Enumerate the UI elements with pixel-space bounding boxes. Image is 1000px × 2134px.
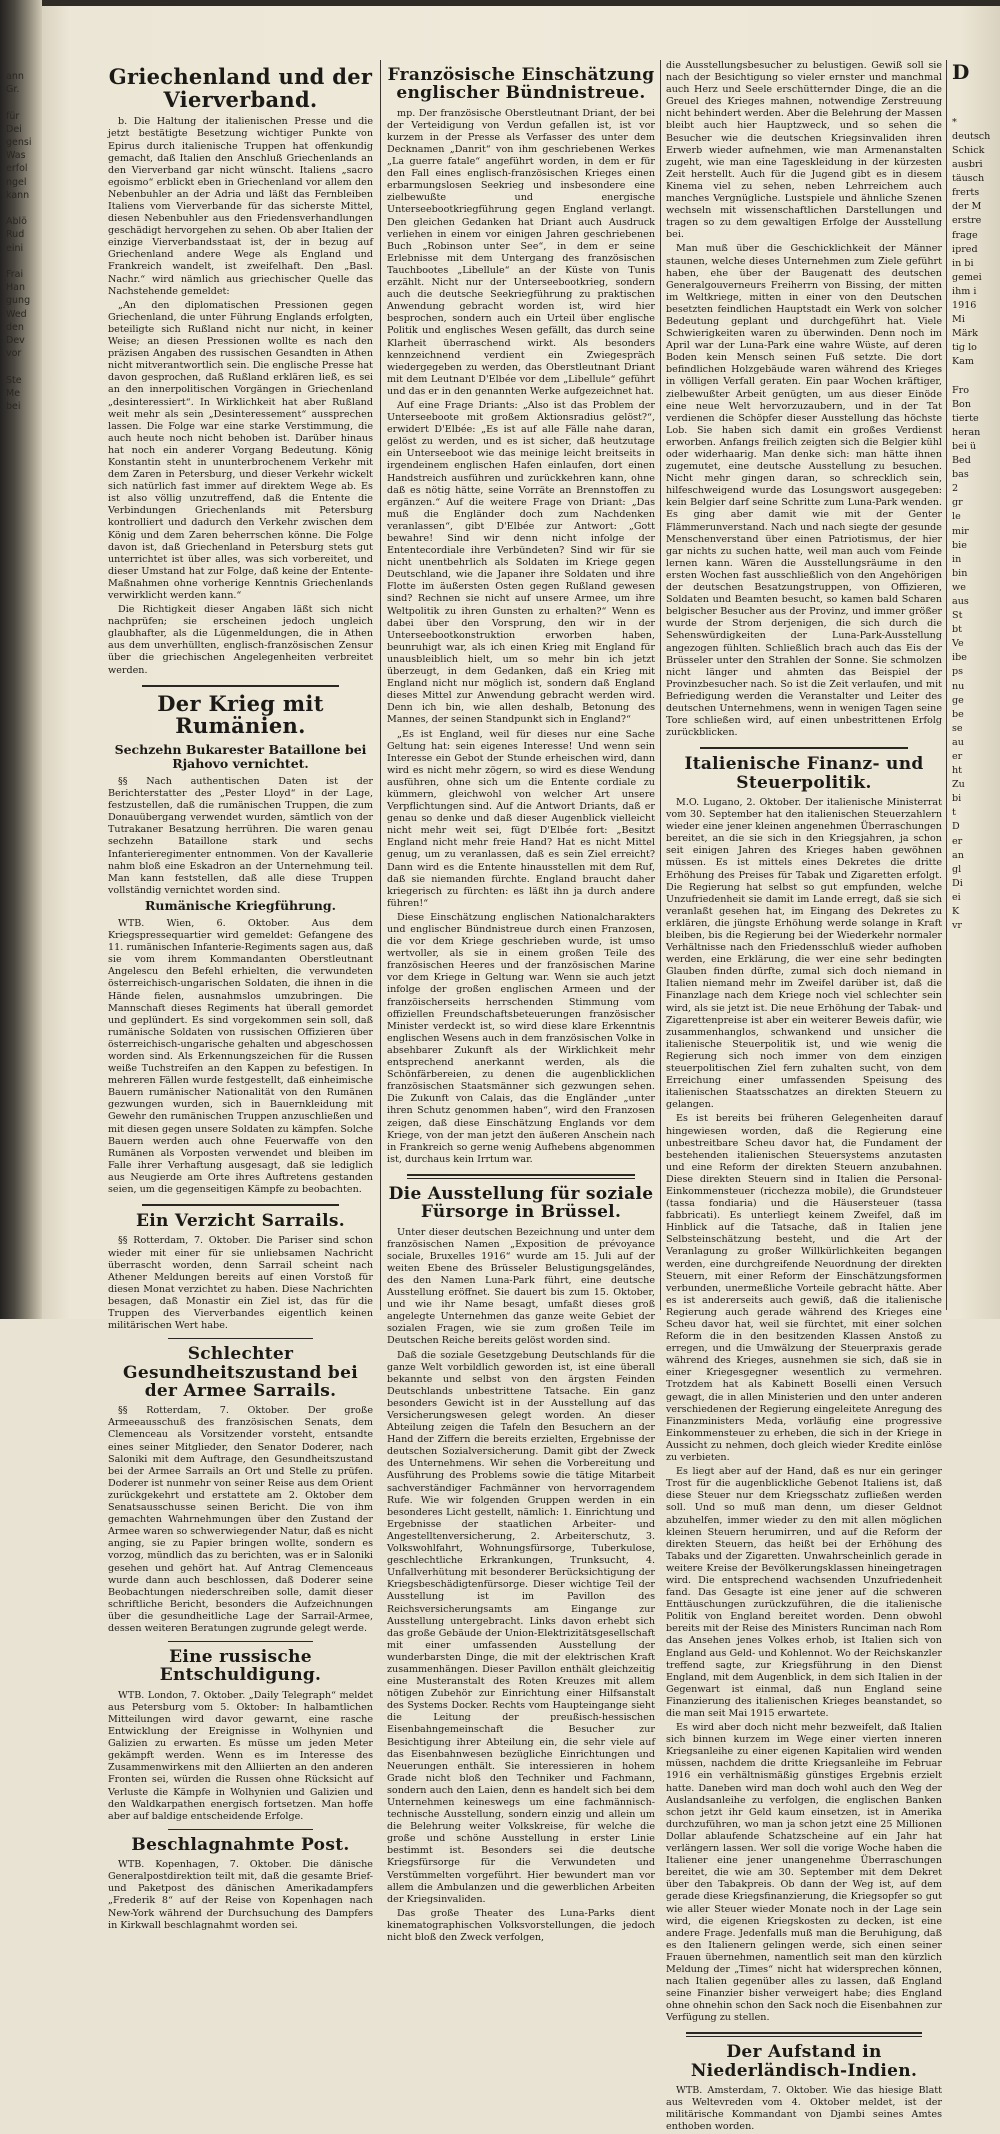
article-paragraph: Unter dieser deutschen Bezeichnung und unter dem französischen Namen „Exposition de prévoyance sociale, Bruxelles 1916“ wurde am 15. Juli auf der weiten Ebene des Brüsseler Belustigungsgeländes, des den Namen Luna-Park führt, eine deutsche Ausstellung eröffnet. Sie dauert bis zum 15. Oktober, und wie ihr Name besagt, umfaßt dieses groß angelegte Unternehmen das ganze weite Gebiet der sozialen Fragen, wie sie zum großen Teile im Deutschen Reiche bereits gelöst worden sind. — [387, 1226, 655, 1347]
left-page-stub — [6, 70, 40, 413]
article-separator — [142, 685, 339, 687]
article-paragraph: §§ Rotterdam, 7. Oktober. Der große Armeeausschuß des französischen Senats, dem Clemenceau als Vorsitzender vorsteht, entsandte eines seiner Mitglieder, den Senator Doderer, nach Saloniki mit dem Auftrage, den Gesundheitszustand bei der Armee Sarrails an Ort und Stelle zu prüfen. Doderer ist nunmehr von seiner Reise aus dem Orient zurückgekehrt und erstattete am 2. Oktober dem Senatsausschusse seinen Bericht. Die von ihm gemachten Wahrnehmungen über den Zustand der Armee waren so schwerwiegender Natur, daß es nicht anging, sie zu Papier bringen wollte, sondern es vorzog, mündlich das zu berichten, was er in Saloniki gesehen und gehört hat. Auf Antrag Clemenceaus wurde dann auch beschlossen, daß Doderer seine Beobachtungen niederschreiben solle, damit dieser schriftliche Bericht, besonders die Aufzeichnungen über die gesundheitliche Lage der Sarrail-Armee, dessen weiteren Beratungen zugrunde gelegt werde. — [108, 1405, 373, 1634]
cropped-line: täusch — [952, 173, 985, 185]
stub-line — [6, 96, 40, 109]
headline-rumaenien: Der Krieg mit Rumänien. — [157, 690, 324, 739]
cropped-line: bin — [952, 567, 968, 579]
subheadline: Rumänische Kriegführung. — [145, 897, 336, 913]
cropped-line: ei — [952, 891, 961, 903]
cropped-line: frerts — [952, 187, 980, 199]
cropped-line: aus — [952, 595, 969, 607]
subheadline: Sechzehn Bukarester Bataillone bei Rjahovo vernichtet. — [114, 742, 367, 771]
article-paragraph: „An den diplomatischen Pressionen gegen Griechenland, die unter Führung Englands erfolgten, beteiligte sich Rußland nicht nur nicht, in keiner Weise; an diesen Pressionen wollte es nach den präzisen Angaben des russischen Gesandten in Athen nicht mitverantwortlich sein. Die englische Presse hat davon gesprochen, daß Rußland erklären ließ, es sei an den innerpolitischen Vorgängen in Griechenland „desinteressiert“. In Wirklichkeit hat aber Rußland weit mehr als sein „Desinteressement“ aussprechen lassen. Die Folge war eine starke Verstimmung, die auch heute noch nicht behoben ist. Darüber hinaus hat noch ein anderer Vorgang Bedeutung. König Konstantin steht in ununterbrochenem Verkehr mit dem Zaren in Petersburg, und dieser Verkehr wickelt sich natürlich fast immer auf direktem Wege ab. Es ist also völlig unzutreffend, daß die Entente die Verbindungen Griechenlands mit Petersburg kontrolliert und dadurch den Verkehr zwischen dem König und dem Zaren beherrschen könne. Die Folge davon ist, daß Griechenland in Petersburg stets gut unterrichtet ist über alles, was sich vorbereitet, und dieser Umstand hat zur Folge, daß keine der Entente-Maßnahmen ohne vorherige Kenntnis Griechenlands verwirklicht werden kann.“ — [108, 299, 373, 601]
article-paragraph: M.O. Lugano, 2. Oktober. Der italienische Ministerrat vom 30. September hat den italienischen Steuerzahlern wieder eine jener kleinen angenehmen Überraschungen bereitet, an die sie sich in den Kriegsjahren, ja schon seit einigen Jahren des Krieges haben gewöhnen müssen. Es ist mittels eines Dekretes die dritte Erhöhung des Preises für Tabak und Zigaretten erfolgt. Die Regierung hat selbst so gut empfunden, welche Unzufriedenheit sie damit im Lande erregt, daß sie sich veranlaßt gesehen hat, im Eingang des Dekretes zu erklären, die jüngste Erhöhung werde solange in Kraft bleiben, bis die Regierung bei der Wiederkehr normaler Verhältnisse nach den Friedensschluß wieder aufhoben werden, eine Erklärung, die wer eine sehr bedingten Glauben finden dürfte, zumal sich doch niemand in Italien niemand mehr im Zweifel darüber ist, daß die Finanzlage nach dem Kriege noch viel schlechter sein wird, als sie jetzt ist. Die neue Erhöhung der Tabak- und Zigarettenpreise ist aber ein weiterer Beweis dafür, wie zusammenhanglos, schwankend und unsicher die italienische Steuerpolitik ist, und wie wenig die Regierung sich noch immer von dem einzigen steuerpolitischen Ziel fern zuhalten sucht, von dem Erreichung einer umfassenden Speisung des italienischen Staatsschatzes an direkten Steuern zu gelangen. — [666, 796, 942, 1111]
cropped-line: 1916 — [952, 300, 977, 311]
article-separator — [168, 1829, 313, 1830]
cropped-line: 2 — [952, 483, 959, 495]
cropped-line: ge — [952, 694, 964, 706]
stub-line: Dei — [6, 123, 22, 135]
article-paragraph: Es ist bereits bei früheren Gelegenheiten darauf hingewiesen worden, daß die Regierung eine unbestreitbare Scheu davor hat, die Fundament der bestehenden italienischen Steuersystems anzutasten und eine Reform der direkten Steuern anzubahnen. Diese direkten Steuern sind in Italien die Personal-Einkommensteuer (ricchezza mobile), die Grundsteuer (tassa fondiaria) und die Häusersteuer (tassa fabbricati). Es unterliegt keinem Zweifel, daß im Hinblick auf die Tatsache, daß in Italien jene Selbsteinschätzung besteht, und die Art der Veranlagung zu großer Willkürlichkeiten begangen werden, eine durchgreifende Neuordnung der direkten Steuern, mit einer Reform der Einschätzungsformen verbunden, unermeßliche Vorteile gebracht hätte. Aber es ist andererseits auch gewiß, daß die italienische Regierung auch gerade während des Krieges eine Scheu davor hat, weil sie fürchtet, mit einer solchen Reform die in den besitzenden Klassen Anstoß zu erregen, und die Umwälzung der Steuerpraxis gerade während des Krieges, ausnehmen sie sich, daß sie in einer Kriegesgegner wesentlich zu vermehren. Trotzdem hat als Kabinett Boselli einen Versuch gewagt, die in allen Ministerien und den unter anderen verschiedenen der Regierung eingeleitete Anregung des Finanzministers Meda, vorläufig eine progressive Einkommensteuer zu erheben, die sich in der Kriege in Aussicht zu nehmen, doch gleich wieder Kredite einlöse zu verbieten. — [666, 1113, 942, 1464]
cropped-line: er — [952, 835, 963, 847]
cropped-line — [952, 89, 1000, 101]
cropped-line: bt — [952, 624, 962, 636]
stub-line: ann — [6, 71, 24, 82]
headline-griechenland: Griechenland und der Vierverband. — [108, 64, 373, 112]
article-paragraph: b. Die Haltung der italienischen Presse und die jetzt bestätigte Besetzung wichtiger Punkte von Epirus durch italienische Truppen hat offenkundig gemacht, daß Italien den Anschluß Griechenlands an den Vierverband gar nicht wünscht. Italiens „sacro egoismo“ erblickt eben in Griechenland vor allem den Nebenbuhler an der Adria und läßt das Fernbleiben Italiens vom Vierverbande für das sicherste Mittel, diesen Nebenbuhler aus den Friedensverhandlungen geschädigt hervorgehen zu sehen. Ob aber Italien der einzige Vierverbandsstaat ist, der in bezug auf Griechenland andere Wege als England und Frankreich wandelt, ist zweifelhaft. Den „Basl. Nachr.“ wird nämlich aus griechischer Quelle das Nachstehende gemeldet: — [108, 116, 373, 297]
cropped-line: se — [952, 722, 963, 734]
cropped-line: au — [952, 736, 964, 748]
article-paragraph: die Ausstellungsbesucher zu belustigen. Gewiß soll sie nach der Besichtigung so vieler ernster und manchmal auch Herz und Seele erschütternder Dinge, die an die Greuel des Krieges mahnen, notwendige Zerstreuung nicht behindert werden. Aber die Belehrung der Massen bleibt auch hier Hauptzweck, und so sehen die Besucher wie die deutschen Kriegsinvaliden ihren Erwerb wieder aufnehmen, wie man Armenanstalten zugeht, wie man eine Tageskleidung in der kürzesten Zeit herstellt. Auch für die Jugend gibt es in diesem Kinema viel zu sehen, neben Lehrreichem auch manches Vergnügliche. Lustspiele und ähnliche Szenen wechseln mit wissenschaftlichen Darstellungen und tragen so zu dem gewaltigen Erfolge der Ausstellung bei. — [666, 60, 942, 241]
cropped-line: der M — [952, 201, 982, 213]
cropped-line: Ve — [952, 638, 964, 650]
cropped-line: D — [952, 821, 960, 833]
column-rule — [946, 60, 947, 1310]
cropped-line: K — [952, 906, 960, 918]
cropped-line: in — [952, 553, 962, 565]
cropped-line: vr — [952, 920, 963, 932]
article-paragraph: Man muß über die Geschicklichkeit der Männer staunen, welche dieses Unternehmen zum Ziele geführt haben, ehe über der Baugenatt des deutschen Generalgouverneurs Freiherrn von Bissing, der mitten im Weltkriege, mitten in einer von den Deutschen besetzten feindlichen Hauptstadt ein Werk von solcher Bedeutung geplant und durchgeführt hat. Viele Schwierigkeiten waren zu überwinden. Denn noch im April war der Luna-Park eine wahre Wüste, auf deren Boden kein Mensch seinen Fuß setzte. Die dort befindlichen Holzgebäude waren während des Krieges in völligen Verfall geraten. Ein paar Wochen kräftiger, zielbewußter Arbeit genügten, um aus dieser Einöde eine neue Welt hervorzuzaubern, und in der Tat verdienen die Schöpfer dieser Ausstellung das höchste Lob. Sie haben sich damit ein großes Verdienst erworben. Anfangs freilich zeigten sich die Belgier kühl oder widerhaarig. Man denke sich: man hätte ihnen zugemutet, eine deutsche Ausstellung zu besuchen. Nicht mehr gingen daran, so schrecklich sein, hilfeschweigend wurde das Losungswort ausgegeben: kein Belgier darf seine Schritte zum Luna-Park wenden. Es ging aber damit wie mit der Genter Flämmerunverstand. Nach und nach siegte der gesunde Menschenverstand über einen Patriotismus, der hier gar nichts zu suchen hatte, weil man auch vom Feinde lernen kann. Wären die Ausstellungsräume in den ersten Wochen fast ausschließlich von den Angehörigen der deutschen Besatzungstruppen, von Offizieren, Soldaten und Beamten besucht, so kamen bald Scharen belgischer Besucher aus der Provinz, und immer größer wurde der Strom derjenigen, die sich durch die Sehenswürdigkeiten der Luna-Park-Ausstellung angezogen fühlten. Schließlich brach auch das Eis der Brüsseler unter den Strahlen der Sonne. Sie schmolzen nicht länger und ahmten das Beispiel der Provinzbesucher nach. So ist die Zeit verlaufen, und mit Befriedigung werden die Veranstalter und Leiter des deutschen Unternehmens, wenn in wenigen Tagen seine Tore schließen wird, auf einen unbestrittenen Erfolg zurückblicken. — [666, 243, 942, 739]
cropped-line: mir — [952, 525, 969, 537]
article-paragraph: Diese Einschätzung englischen Nationalcharakters und englischer Bündnistreue durch einen Franzosen, die vor dem Kriege geschrieben wurde, ist umso wertvoller, als sie in einem großen Teile des französischen Heeres und der französischen Marine vor dem Kriege in Geltung war. Wenn sie auch jetzt infolge der großen englischen Armeen und der franzöischerseits herrschenden Stimmung vom offiziellen Freundschaftsbeteuerungen französischer Minister verdeckt ist, so wird diese klare Erkenntnis englischen Wesens auch in dem französischen Volke in absehbarer Zukunft als der Wirklichkeit mehr entsprechend anerkannt werden, als die Schönfärbereien, zu denen die augenblicklichen französischen Staatsmänner sich gezwungen sehen. Die Zukunft von Calais, das die Engländer „unter ihren Schutz genommen haben“, wird den Franzosen zeigen, daß diese Einschätzung Englands vor dem Kriege, von der man jetzt den äußeren Anschein nach in Frankreich so gerne wenig Aufhebens abgenommen ist, durchaus kein Irrtum war. — [387, 911, 655, 1165]
cropped-line — [952, 370, 1000, 382]
article-paragraph: WTB. London, 7. Oktober. „Daily Telegraph“ meldet aus Petersburg vom 5. Oktober: In halbamtlichen Mitteilungen wird davor gewarnt, eine rasche Entwicklung der Ereignisse in Wolhynien und Galizien zu erwarten. Es müsse um jeden Meter gekämpft werden. Wenn es im Interesse des Zusammenwirkens mit den Alliierten an den anderen Fronten sei, würden die Russen ohne Rücksicht auf Verluste die Kämpfe in Wolhynien und Galizien und den Waldkarpathen energisch fortsetzen. Man hoffe aber auf baldige entscheidende Erfolge. — [108, 1689, 373, 1822]
stub-line: eini — [6, 242, 24, 254]
cropped-line: Märk — [952, 328, 978, 340]
article-paragraph: WTB. Amsterdam, 7. Oktober. Wie das hiesige Blatt aus Weltevreden vom 4. Oktober meldet, ist der militärische Kommandant von Djambi seines Amtes enthoben worden. — [666, 2085, 942, 2133]
stub-line: gensi — [6, 137, 32, 149]
column-rule — [380, 60, 381, 1310]
article-paragraph: §§ Rotterdam, 7. Oktober. Die Pariser sind schon wieder mit einer für sie unliebsamen Nachricht überrascht worden, denn Sarrail scheint nach Athener Meldungen bereits auf einen Vorstoß für diesen Monat verzichtet zu haben. Diese Nachrichten besagen, daß Monastir ein Ziel ist, das für die Truppen des Vierverbandes eigentlich keinen militärischen Wert habe. — [108, 1235, 373, 1332]
cropped-line: bei ü — [952, 440, 977, 452]
cropped-line: bi — [952, 793, 962, 805]
stub-line: Ablö — [6, 216, 27, 228]
cropped-line: be — [952, 708, 964, 720]
article-separator — [407, 1174, 635, 1179]
headline-beschlagnahmte-post: Beschlagnahmte Post. — [131, 1834, 350, 1855]
cropped-line: ausbri — [952, 159, 983, 171]
top-edge — [0, 0, 1000, 6]
cropped-line: heran — [952, 426, 981, 438]
article-paragraph: Daß die soziale Gesetzgebung Deutschlands für die ganze Welt vorbildlich geworden ist, ist eine überall bekannte und selbst von den ärgsten Feinden Deutschlands unbestrittene Tatsache. Ein ganz besonders Gewicht ist in der Ausstellung auf das Versicherungswesen gelegt worden. An dieser Abteilung zeigen die Tafeln den Besuchern an der Hand der Ziffern die bereits erzielten, Ergebnisse der deutschen Sozialversicherung. Damit gibt der Zweck des Unternehmens. Wir sehen die Vorbereitung und Ausführung des Problems sowie die tätige Mitarbeit sachverständiger Fachmänner von hervorragendem Rufe. Wie wir folgenden Gruppen werden in ein besonderes Licht gestellt, nämlich: 1. Einrichtung und Ergebnisse der staatlichen Arbeiter- und Angestelltenversicherung, 2. Arbeiterschutz, 3. Volkswohlfahrt, Wohnungsfürsorge, Tuberkulose, geschlechtliche Erkrankungen, Trunksucht, 4. Unfallverhütung mit besonderer Berücksichtigung der Kriegsbeschädigtenfürsorge. Dieser wichtige Teil der Ausstellung ist im Pavillon des Reichsversicherungsamts am Eingange zur Ausstellung untergebracht. Links davon erhebt sich das große Gebäude der Union-Elektrizitätsgesellschaft mit einer umfassenden Ausstellung der wunderbarsten Dinge, die mit der elektrischen Kraft zusammenhängen. Dieser Pavillon enthält gleichzeitig eine Musteranstalt des Roten Kreuzes mit allem nötigen Zubehör zur Einrichtung einer Hilfsanstalt des Systems Docker. Rechts vom Haupteingange sieht die Leitung der preußisch-hessischen Eisenbahngemeinschaft die Besucher zur Besichtigung ihrer Abteilung ein, die sehr viele auf das Eisenbahnwesen bezügliche Einrichtungen und Neuerungen enthält. Sie interessieren in hohem Grade nicht bloß den Techniker und Fachmann, sondern auch den Laien, denn es handelt sich bei dem Unternehmen keineswegs um eine fachmännisch-technische Ausstellung, sondern einzig und allein um die Belehrung weiter Volkskreise, für welche die große und schöne Ausstellung in erster Linie bestimmt ist. Besonders sei die deutsche Kriegsfürsorge für die Verwundeten und Verstümmelten vorgeführt. Hier bewundert man vor allem die Ambulanzen und die gewerblichen Arbeiten der Kriegsinvaliden. — [387, 1349, 655, 1905]
article-paragraph: Die Richtigkeit dieser Angaben läßt sich nicht nachprüfen; sie erscheinen jedoch ungleich glaubhafter, als die Lügenmeldungen, die in Athen aus dem unverhüllten, englisch-französischen Zensur über die griechischen Angelegenheiten verbreitet werden. — [108, 604, 373, 676]
headline-aufstand-indien: Der Aufstand in Niederländisch-Indien. — [690, 2042, 918, 2081]
article-separator — [168, 1641, 313, 1642]
stub-line — [6, 360, 40, 373]
cropped-line: Bed — [952, 455, 971, 467]
cropped-line: Schick — [952, 144, 985, 156]
cropped-line: ps — [952, 666, 964, 678]
stub-line: ngel — [6, 176, 27, 188]
stub-line: Rud — [6, 229, 25, 241]
headline-buendnistreue: Französische Einschätzung englischer Bündnistreue. — [387, 65, 655, 104]
article-paragraph: §§ Nach authentischen Daten ist der Berichterstatter des „Pester Lloyd“ in der Lage, festzustellen, daß die rumänischen Truppen, die zum Donauübergang verwendet wurden, sämtlich von der Tutrakaner Besatzung herrühren. Die waren genau sechzehn Bataillone stark und sechs Infanterieregimenter entnommen. Von der Kavallerie nahm bloß eine Eskadron an der Unternehmung teil. Man kann feststellen, daß alle diese Truppen vollständig vernichtet worden sind. — [108, 776, 373, 896]
article-paragraph: Es wird aber doch nicht mehr bezweifelt, daß Italien sich binnen kurzem im Wege einer vierten inneren Kriegsanleihe zu einer eigenen Kapitalien wird wenden müssen, nachdem die dritte Kriegsanleihe im Februar 1916 ein verhältnismäßig günstiges Ergebnis erzielt hatte. Daneben wird man doch wohl auch den Weg der Auslandsanleihe zu verfolgen, die englischen Banken schon jetzt ihr Geld kaum einsetzen, ist in Amerika durchzuführen, wo man ja schon jetzt eine 25 Millionen Dollar ablaufende Schatzscheine auf ein Jahr hat verlängern lassen. Wer soll die vorige Woche haben die Italiener eine jener unangenehme Überraschungen bereitet, die wie am 30. September mit dem Dekret über den Tabakpreis. Ob dann der Weg ist, auf dem gerade diese Kriegsfinanzierung, die Kriegsopfer so gut wie aller Steuer wieder Monate noch in der Lage sein wird, die eigenen Kriegskosten zu decken, ist eine andere Frage. Jedenfalls muß man die Beruhigung, daß es den Italienern gelingen werde, sich einen seiner Frauen übernehmen, namentlich seit man den kürzlich Meldung der „Times“ nicht hat widersprechen können, nach Italien gegenüber alles zu lassen, daß England seine Finanzier bisher verweigert habe; dies England ohne ohnehin schon den Sack noch die Eisenbahnen zur Verfügung zu stellen. — [666, 1722, 942, 2024]
cropped-line: le — [952, 511, 961, 523]
stub-line: Ste — [6, 374, 22, 386]
cropped-line: Fro — [952, 384, 970, 396]
stub-line: Dev — [6, 335, 25, 347]
cropped-line: er — [952, 751, 963, 762]
stub-line: Han — [6, 282, 25, 294]
article-paragraph: Auf eine Frage Driants: „Also ist das Problem der Unterseeboote mit großem Aktionsradius gelöst?“, erwidert D'Elbée: „Es ist auf alle Fälle nahe daran, gelöst zu werden, und es ist sicher, daß heutzutage ein Unterseeboot wie das meinige leicht breitseits in irgendeinem englischen Hafen einlaufen, dort einen Handstreich ausführen und zurückkehren kann, ohne daß es nötig hätte, seine Vorräte an Brennstoffen zu ergänzen.“ Auf die weitere Frage von Driant: „Das muß die Engländer doch zum Nachdenken veranlassen“, gibt D'Elbée zur Antwort: „Gott bewahre! Sind wir denn nicht infolge der Ententecordiale ihre Verbündeten? Sind wir für sie nicht unentbehrlich als Soldaten im Kriege gegen Deutschland, wie die Japaner ihre Soldaten und ihre Flotte im äußersten Osten gegen Rußland gewesen sind? Rechnen sie nicht auf unsere Armee, um ihre Weltpolitik zu ihren Gunsten zu erhalten?“ Wenn es dabei über den Vorsprung, den wir in der Unterseebootkonstruktion erworben haben, beunruhigt war, als ich einen Krieg mit England für unausbleiblich hielt, um so mehr bin ich jetzt überzeugt, in dem Gedanken, daß ein Krieg mit England nicht nur möglich ist, sondern daß England dieses Mittel zur Anwendung gebracht werden wird. Denn ich bin, wie allen deshalb, Betonung des Mannes, der seinen Standpunkt sich in England?“ — [387, 399, 655, 726]
article-paragraph: Es liegt aber auf der Hand, daß es nur ein geringer Trost für die augenblickliche Gebenot Italiens ist, daß diese Steuer nur dem Kriegsschatz zufließen werden soll. Und so muß man denn, um dieser Geldnot abzuhelfen, immer wieder zu den mit allen möglichen kleinen Steuern herumirren, und auf die Reform der direkten Steuern, das heißt bei der Erhöhung des Tabaks und der Zigaretten. Unwahrscheinlich gerade in weitere Kreise der Bevölkerungsklassen hineingetragen wird. Die entsprechend wachsenden Unzufriedenheit fand. Das Gesagte ist eine jener auf die schweren Enttäuschungen zurückzuführen, die die italienische Politik von England bereitet worden. Denn obwohl bereits mit der Reise des Ministers Runciman nach Rom das Ansehen jenes Volkes erhob, ist Italien sich von England aus Geld- und Kohlennot. Wo der Reichskanzler treffend sagte, zur Kriegsführung in den Dienst England, mit dem Augenblick, in dem sich Italien in der Gegenwart ist einmal, daß nun England seine Finanzierung des italienischen Krieges beanstandet, so die man seit Mai 1915 erwartete. — [666, 1466, 942, 1719]
column-1 — [108, 60, 373, 1931]
article-separator — [168, 1338, 313, 1339]
cropped-line: ht — [952, 765, 963, 777]
headline-ausstellung-bruessel: Die Ausstellung für soziale Fürsorge in Brüssel. — [388, 1183, 654, 1223]
cropped-line: in bi — [952, 257, 974, 269]
stub-line — [6, 202, 40, 215]
cropped-line: St — [952, 610, 963, 622]
article-paragraph: WTB. Wien, 6. Oktober. Aus dem Kriegspressequartier wird gemeldet: Gefangene des 11. rumänischen Infanterie-Regiments sagen aus, daß sie vom ihrem Kommandanten Oberstleutnant Angelescu den Befehl erhielten, die verwundeten österreichisch-ungarischen Soldaten, die ihnen in die Hände fielen, ausnahmslos umzubringen. Die Mannschaft dieses Regiments hat überall gemordet und geplündert. Es sind vorgekommen sein soll, daß rumänische Soldaten von russischen Offizieren über österreichisch-ungarische gehalten und abgeschossen worden sind. Als Erkennungszeichen für die Russen weiße Tuchstreifen an den Kappen zu befestigen. In mehreren Fällen wurde festgestellt, daß einheimische Bauern rumänischer Nationalität von den Rumänen gezwungen wurden, sich in Bauernkleidung mit Gewehr den rumänischen Truppen anzuschließen und mit diesen gegen unsere Soldaten zu kämpfen. Solche Bauern werden auch ohne Feuerwaffe von den Rumänen als Vorposten verwendet und bleiben im Falle ihrer Verhaftung ausgesagt, daß sie lediglich aus Neugierde am Orte ihres Auftretens gestanden seien, um die gegenseitigen Kämpfe zu beobachten. — [108, 917, 373, 1195]
cropped-line: Di — [952, 877, 963, 889]
stub-line: Gr. — [6, 84, 20, 96]
column-3 — [666, 60, 942, 2133]
article-paragraph: „Es ist England, weil für dieses nur eine Sache Geltung hat: sein eigenes Interesse! Und wenn sein Interesse ein Gebot der Stunde erheischen wird, dann wird es nicht mehr zögern, so wird es diese Wendung ausführen, ohne sich um die Entente cordiale zu kümmern, gleichwohl von welcher Art unsere Verpflichtungen sind. Auf die Antwort Driants, daß er genau so denke und daß dieser Augenblick vielleicht nicht mehr weit sei, fügt D'Elbée fort: „Besitzt England nicht mehr freie Hand? Hat es nicht Mittel genug, um zu veranlassen, daß es sein Ziel erreicht? Dann wird es die Entente hinausstellen mit dem Ruf, daß sie niemanden fürchte. England braucht daher kriegerisch zu fürchten: es läßt ihn ja durch andere führen!“ — [387, 728, 655, 909]
article-separator — [686, 2032, 922, 2037]
stub-line: Me — [6, 387, 21, 399]
cropped-line: t — [952, 807, 956, 819]
cropped-line: bie — [952, 539, 967, 551]
stub-line: für — [6, 110, 20, 122]
stub-line: bei — [6, 401, 21, 413]
column-2 — [387, 60, 655, 1944]
cropped-line: ihm i — [952, 285, 977, 297]
stub-line: vor — [6, 348, 22, 360]
cropped-line: we — [952, 581, 966, 593]
cropped-line: deutsch — [952, 130, 991, 142]
article-separator — [142, 1204, 339, 1206]
headline-russische-entschuldigung: Eine russische Entschuldigung. — [159, 1647, 322, 1686]
cropped-line — [952, 103, 1000, 115]
cropped-line: tierte — [952, 412, 979, 424]
cropped-line: ipred — [952, 243, 978, 255]
cropped-line: an — [952, 849, 964, 861]
stub-line: Was — [6, 150, 26, 162]
cropped-line: erstre — [952, 215, 982, 227]
column-rule — [660, 60, 661, 1310]
cropped-line: gl — [952, 863, 962, 875]
cropped-line: Bon — [952, 398, 972, 410]
stub-line: gung — [6, 295, 31, 307]
stub-line: den — [6, 321, 24, 333]
article-paragraph: Das große Theater des Luna-Parks dient kinematographischen Volksvorstellungen, die jedoch nicht bloß den Zweck verfolgen, — [387, 1907, 655, 1944]
article-paragraph: WTB. Kopenhagen, 7. Oktober. Die dänische Generalpostdirektion teilt mit, daß die gesamte Brief- und Paketpost des dänischen Amerikadampfers „Frederik 8“ auf der Reise von Kopenhagen nach New-York während der Durchsuchung des Dampfers in Kirkwall beschlagnahmt worden sei. — [108, 1859, 373, 1931]
article-separator — [700, 747, 908, 749]
cropped-line: Zu — [952, 779, 965, 791]
stub-line: erfol — [6, 163, 28, 175]
headline-cropped: D — [952, 60, 970, 84]
headline-finanzpolitik: Italienische Finanz- und Steuerpolitik. — [684, 754, 924, 793]
cropped-line: gr — [952, 497, 963, 509]
cropped-line: Mi — [952, 314, 965, 326]
headline-sarrail-verzicht: Ein Verzicht Sarrails. — [136, 1211, 345, 1232]
stub-line — [6, 255, 40, 268]
cropped-line: bas — [952, 469, 969, 481]
cropped-line: frage — [952, 229, 978, 241]
cropped-line: ibe — [952, 652, 967, 664]
cropped-line: * — [952, 116, 957, 128]
cropped-text-lines — [952, 89, 1000, 933]
stub-line: kann — [6, 189, 30, 201]
headline-gesundheitszustand: Schlechter Gesundheitszustand bei der Armee Sarrails. — [123, 1344, 358, 1401]
cropped-line: Kam — [952, 356, 974, 368]
cropped-line: tig lo — [952, 342, 977, 354]
stub-line: Wed — [6, 308, 27, 320]
cropped-line: gemei — [952, 271, 982, 283]
stub-line: Frai — [6, 269, 24, 281]
cropped-line: nu — [952, 680, 965, 692]
column-4-cropped — [952, 60, 1000, 1310]
article-paragraph: mp. Der französische Oberstleutnant Driant, der bei der Verteidigung von Verdun gefallen ist, ist vor kurzem in der Presse als Verfasser des unter dem Decknamen „Danrit“ von ihm geschriebenen Werkes „La guerre fatale“ angeführt worden, in dem er für den Fall eines englisch-französischen Krieges einen erbarmungslosen Seekrieg und insbesondere eine zielbewußte und energische Unterseebootkriegführung gegen England verlangt. Den gleichen Gedanken hat Driant auch Ausdruck verliehen in einem vor einigen Jahren geschriebenen Buch „Robinson unter See“, in dem er seine Erlebnisse mit dem Untergang des französischen Tauchbootes „Libellule“ an der Küste von Tunis erzählt. Nicht nur der Unterseebootkrieg, sondern auch die deutsche Seekriegführung zu praktischen Anwendung gebracht worden ist, wird hier besprochen, sondern auch ein Urteil über englische Politik und englisches Wesen gefällt, das durch seine Klarheit überraschend wirkt. Als besonders kennzeichnend verdient ein Zwiegespräch wiedergegeben zu werden, das Oberstleutnant Driant mit dem Leutnant D'Elbée vor dem „Libellule“ geführt und das er in den genannten Werke aufgezeichnet hat. — [387, 107, 655, 397]
